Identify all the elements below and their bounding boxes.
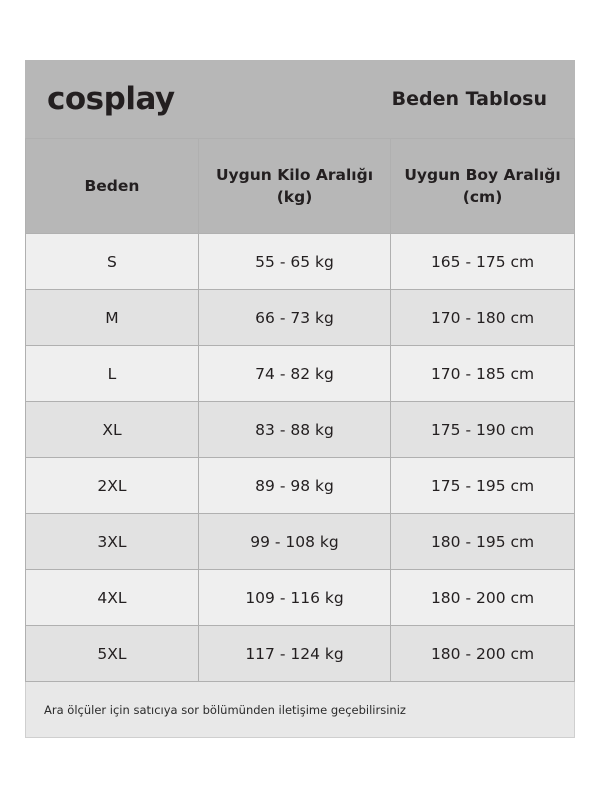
- cell-weight: 117 - 124 kg: [198, 626, 390, 682]
- table-row: [26, 514, 575, 570]
- table-row: [26, 570, 575, 626]
- table-row: [26, 626, 575, 682]
- table-row: [26, 290, 575, 346]
- cell-size: S: [26, 234, 199, 290]
- cell-weight: 55 - 65 kg: [198, 234, 390, 290]
- size-chart: [25, 60, 575, 738]
- column-header-beden: [26, 139, 199, 234]
- cell-weight: 109 - 116 kg: [198, 570, 390, 626]
- cell-height: 165 - 175 cm: [391, 234, 575, 290]
- column-header-boy-line2: (cm): [462, 188, 503, 206]
- cell-height: 180 - 200 cm: [391, 626, 575, 682]
- brand-logo: cosplay: [47, 81, 175, 117]
- cell-size: M: [26, 290, 199, 346]
- table-row: [26, 234, 575, 290]
- cell-height: 170 - 185 cm: [391, 346, 575, 402]
- cell-size: 5XL: [26, 626, 199, 682]
- cell-size: 2XL: [26, 458, 199, 514]
- cell-height: 170 - 180 cm: [391, 290, 575, 346]
- cell-weight: 66 - 73 kg: [198, 290, 390, 346]
- cell-size: 4XL: [26, 570, 199, 626]
- cell-weight: 89 - 98 kg: [198, 458, 390, 514]
- table-row: [26, 346, 575, 402]
- cell-height: 180 - 200 cm: [391, 570, 575, 626]
- column-header-kilo-line2: (kg): [276, 188, 313, 206]
- size-table: [25, 138, 575, 682]
- column-header-beden-line1: Beden: [84, 176, 140, 195]
- cell-height: 175 - 195 cm: [391, 458, 575, 514]
- chart-header: [25, 60, 575, 138]
- cell-size: L: [26, 346, 199, 402]
- column-header-boy: [391, 139, 575, 234]
- table-row: [26, 402, 575, 458]
- page-title: Beden Tablosu: [391, 88, 547, 110]
- footer-note: Ara ölçüler için satıcıya sor bölümünden iletişime geçebilirsiniz: [25, 682, 575, 738]
- cell-weight: 83 - 88 kg: [198, 402, 390, 458]
- cell-height: 175 - 190 cm: [391, 402, 575, 458]
- cell-size: XL: [26, 402, 199, 458]
- cell-weight: 74 - 82 kg: [198, 346, 390, 402]
- column-header-boy-line1: Uygun Boy Aralığı: [404, 165, 561, 184]
- cell-size: 3XL: [26, 514, 199, 570]
- table-header-row: [26, 139, 575, 234]
- column-header-kilo: [198, 139, 390, 234]
- table-row: [26, 458, 575, 514]
- column-header-kilo-line1: Uygun Kilo Aralığı: [215, 165, 374, 184]
- cell-weight: 99 - 108 kg: [198, 514, 390, 570]
- cell-height: 180 - 195 cm: [391, 514, 575, 570]
